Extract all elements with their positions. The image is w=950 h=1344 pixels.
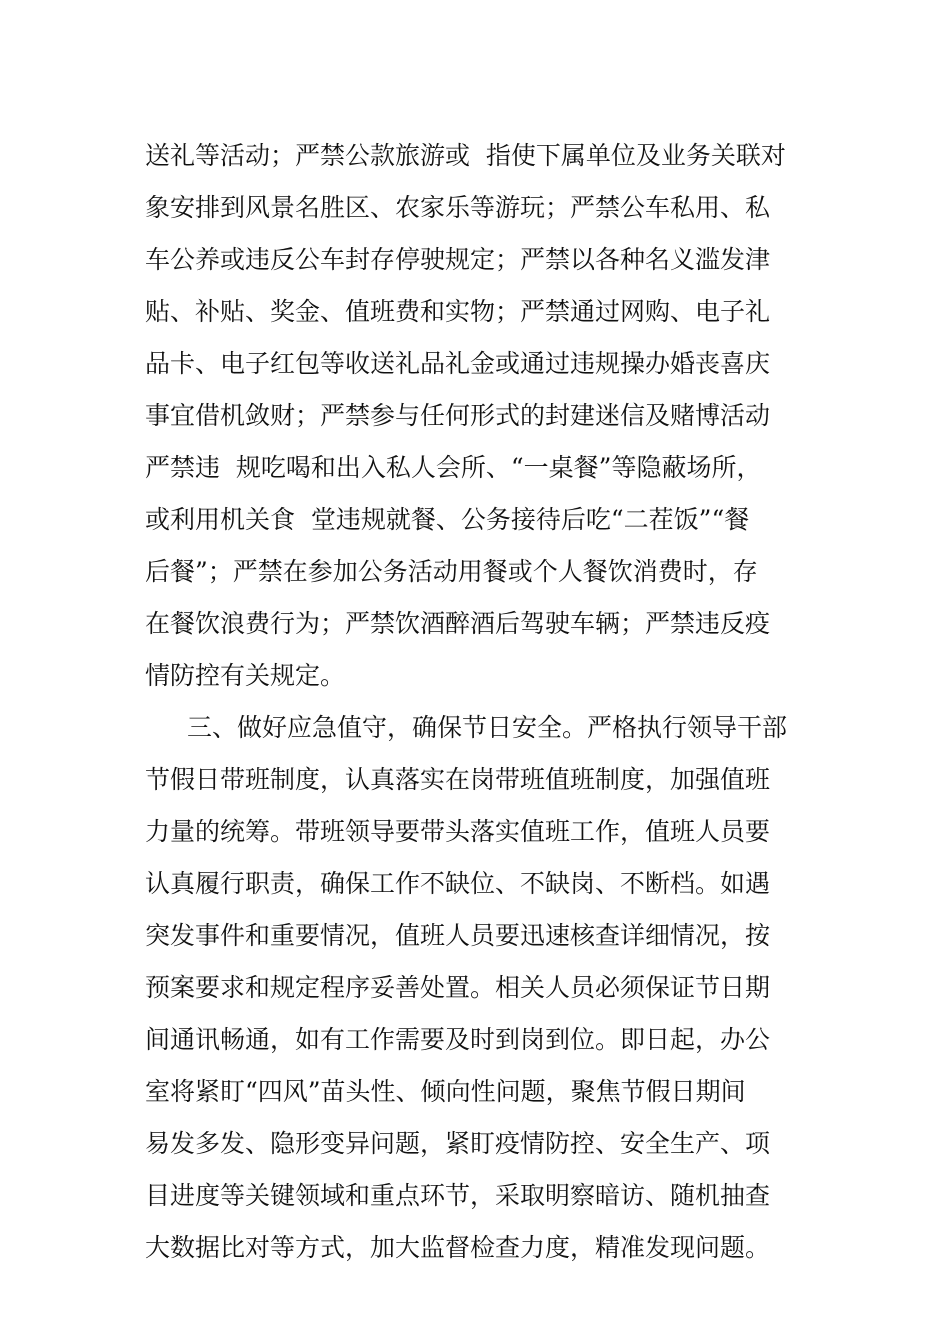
text-line: 贴、补贴、奖金、值班费和实物；严禁通过网购、电子礼	[145, 297, 771, 326]
text-line: 节假日带班制度，认真落实在岗带班值班制度，加强值班	[145, 765, 771, 794]
text-line: 认真履行职责，确保工作不缺位、不缺岗、不断档。如遇	[145, 869, 771, 898]
text-line: 预案要求和规定程序妥善处置。相关人员必须保证节日期	[145, 973, 771, 1002]
section-heading-line: 三、做好应急值守，确保节日安全。严格执行领导干部	[187, 713, 788, 742]
text-line: 严禁违 规吃喝和出入私人会所、“一桌餐”等隐蔽场所，	[145, 453, 762, 482]
text-line: 力量的统筹。带班领导要带头落实值班工作，值班人员要	[145, 817, 771, 846]
text-line: 情防控有关规定。	[145, 661, 346, 690]
text-line: 或利用机关食 堂违规就餐、公务接待后吃“二茬饭”“餐	[145, 505, 750, 534]
text-line: 易发多发、隐形变异问题，紧盯疫情防控、安全生产、项	[145, 1129, 771, 1158]
text-line: 目进度等关键领域和重点环节，采取明察暗访、随机抽查	[145, 1181, 771, 1210]
document-body	[145, 130, 815, 1274]
text-line: 间通讯畅通，如有工作需要及时到岗到位。即日起，办公	[145, 1025, 771, 1054]
text-line: 送礼等活动；严禁公款旅游或 指使下属单位及业务关联对	[145, 141, 786, 170]
text-line: 品卡、电子红包等收送礼品礼金或通过违规操办婚丧喜庆	[145, 349, 771, 378]
text-line: 突发事件和重要情况，值班人员要迅速核查详细情况，按	[145, 921, 771, 950]
text-line: 车公养或违反公车封存停驶规定；严禁以各种名义滥发津	[145, 245, 771, 274]
text-line: 室将紧盯“四风”苗头性、倾向性问题，聚焦节假日期间	[145, 1077, 746, 1106]
text-line: 象安排到风景名胜区、农家乐等游玩；严禁公车私用、私	[145, 193, 771, 222]
text-line: 后餐”；严禁在参加公务活动用餐或个人餐饮消费时，存	[145, 557, 758, 586]
text-line: 事宜借机敛财；严禁参与任何形式的封建迷信及赌博活动	[145, 401, 771, 430]
text-line: 在餐饮浪费行为；严禁饮酒醉酒后驾驶车辆；严禁违反疫	[145, 609, 771, 638]
text-line: 大数据比对等方式，加大监督检查力度，精准发现问题。	[145, 1233, 771, 1262]
